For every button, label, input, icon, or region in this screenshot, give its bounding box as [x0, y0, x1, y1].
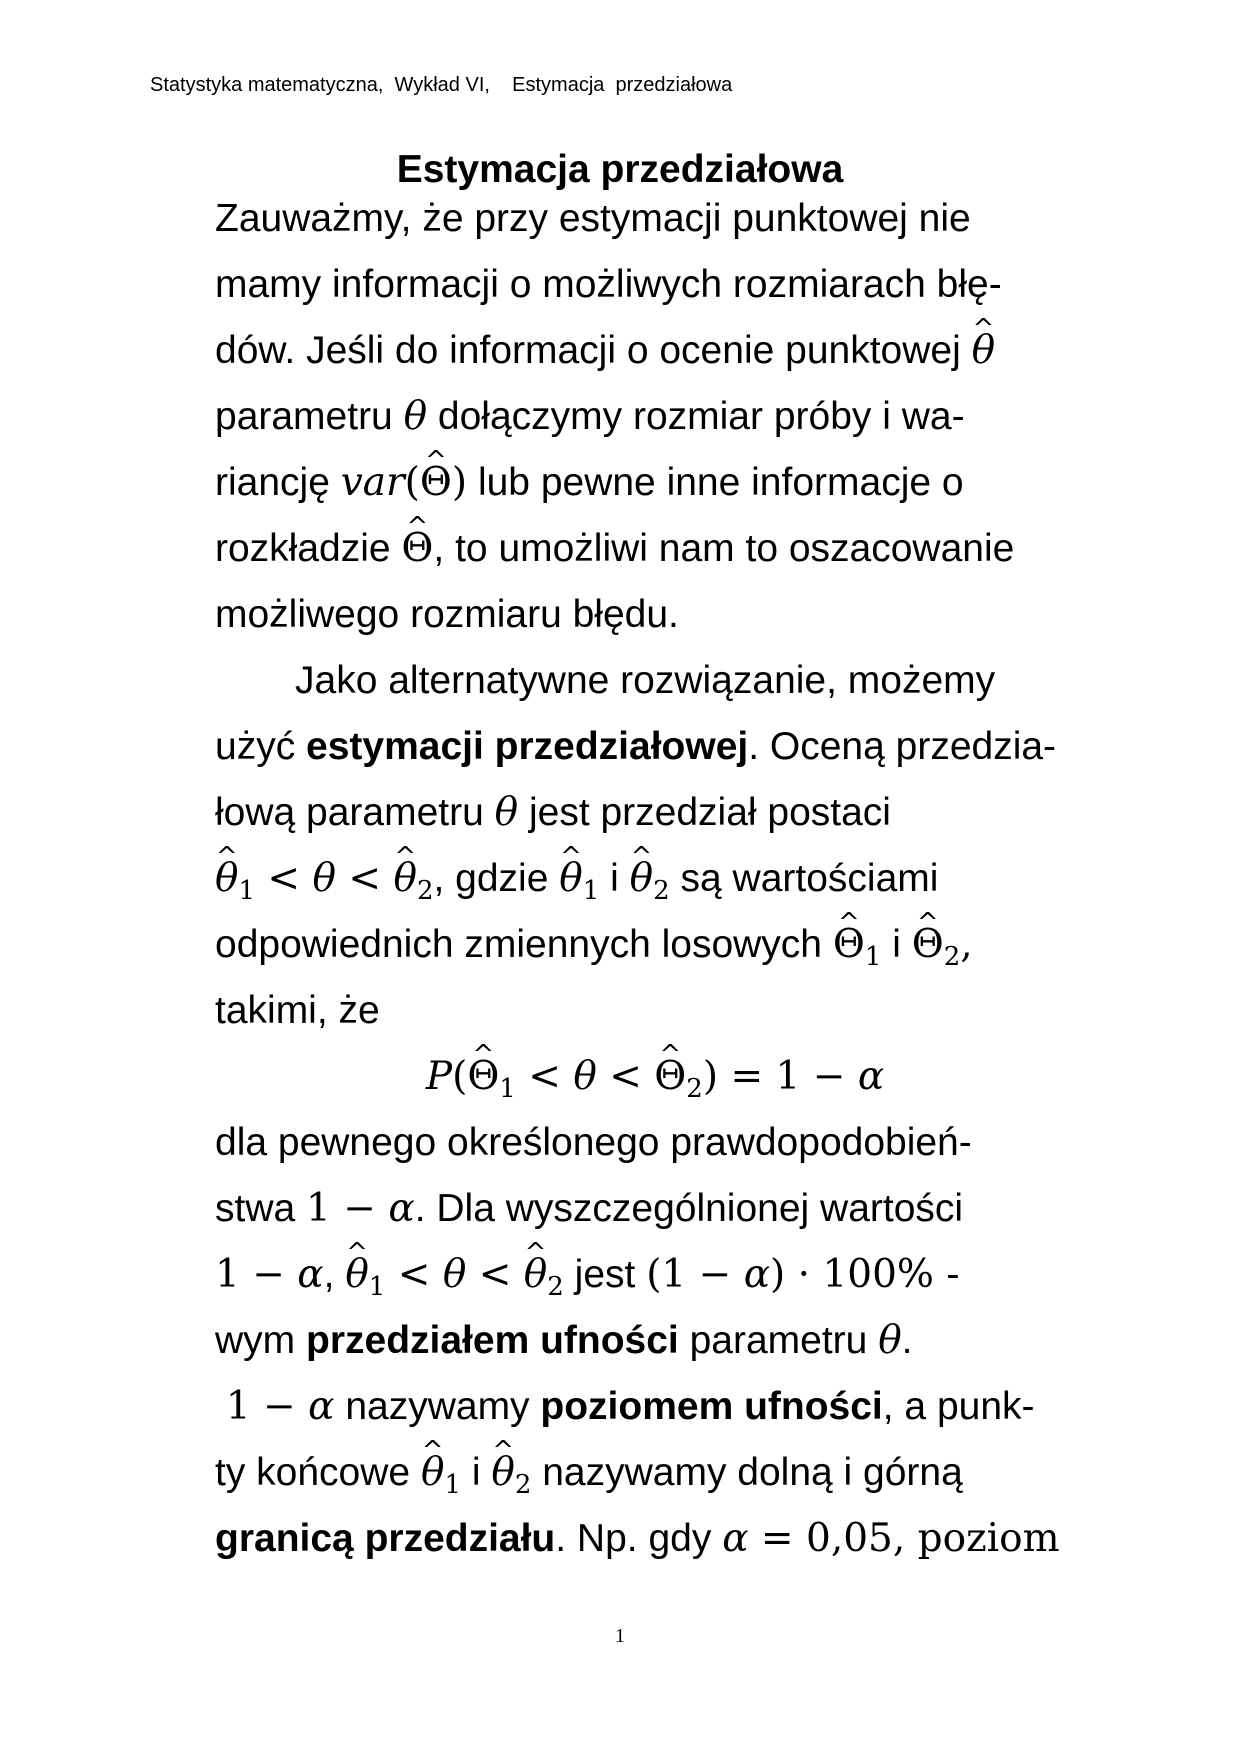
- text-line: ty końcowe ^ $\theta_1$ i ^ $\theta_2$ nazywamy dolną i górną: [215, 1440, 1095, 1506]
- text-line: łową parametru θ jest przedział postaci: [215, 790, 891, 835]
- text-line: mamy informacji o możliwych rozmiarach błę-: [215, 263, 1002, 306]
- formula-line: ^ $\theta_1 < \theta$ < ^ $\theta_2$, gdzie ^ $\theta_1$ i ^ $\theta_2$ są wartościami: [215, 846, 1095, 912]
- text-line: riancję var(^ Θ) lub pewne inne informacje o: [215, 450, 1095, 516]
- text-line: stwa 1 − α. Dla wyszczególnionej wartości: [215, 1186, 964, 1231]
- formula-line: 1 − α, ^ $\theta_1 < \theta$ < ^ $\theta_2$ jest (1 − α) · 100% -: [215, 1242, 1095, 1308]
- text-line: odpowiednich zmiennych losowych ^ $\Theta_1$ i ^ $\Theta_2$,: [215, 912, 1095, 978]
- text-line: 1 − α nazywamy poziomem ufności, a punk-: [225, 1384, 1035, 1429]
- text-line: rozkładzie ^ Θ, to umożliwi nam to oszacowanie: [215, 516, 1095, 582]
- text-line: dów. Jeśli do informacji o ocenie punktowej ^ θ: [215, 318, 1095, 384]
- text-line: dla pewnego określonego prawdopodobień-: [215, 1121, 972, 1164]
- page-number: 1: [615, 1625, 625, 1647]
- text-line: takimi, że: [215, 989, 380, 1032]
- text-line: granicą przedziału. Np. gdy α = 0,05, poziom: [215, 1516, 1060, 1561]
- text-line: użyć estymacji przedziałowej. Oceną przedzia-: [215, 725, 1057, 768]
- running-header: Statystyka matematyczna, Wykład VI, Estymacja przedziałowa: [150, 74, 733, 96]
- text-line: wym przedziałem ufności parametru θ.: [215, 1318, 913, 1363]
- text-line: Zauważmy, że przy estymacji punktowej nie: [215, 197, 971, 240]
- text-line: możliwego rozmiaru błędu.: [215, 593, 679, 636]
- text-line: Jako alternatywne rozwiązanie, możemy: [295, 659, 996, 702]
- document-body: [215, 186, 1095, 1572]
- display-formula: P(^ $\Theta_1 < \theta$ < ^ $\Theta_2) = 1 - \alpha$: [215, 1044, 1095, 1110]
- text-line: parametru θ dołączymy rozmiar próby i wa-: [215, 394, 965, 439]
- section-title: Estymacja przedziałowa: [396, 148, 844, 191]
